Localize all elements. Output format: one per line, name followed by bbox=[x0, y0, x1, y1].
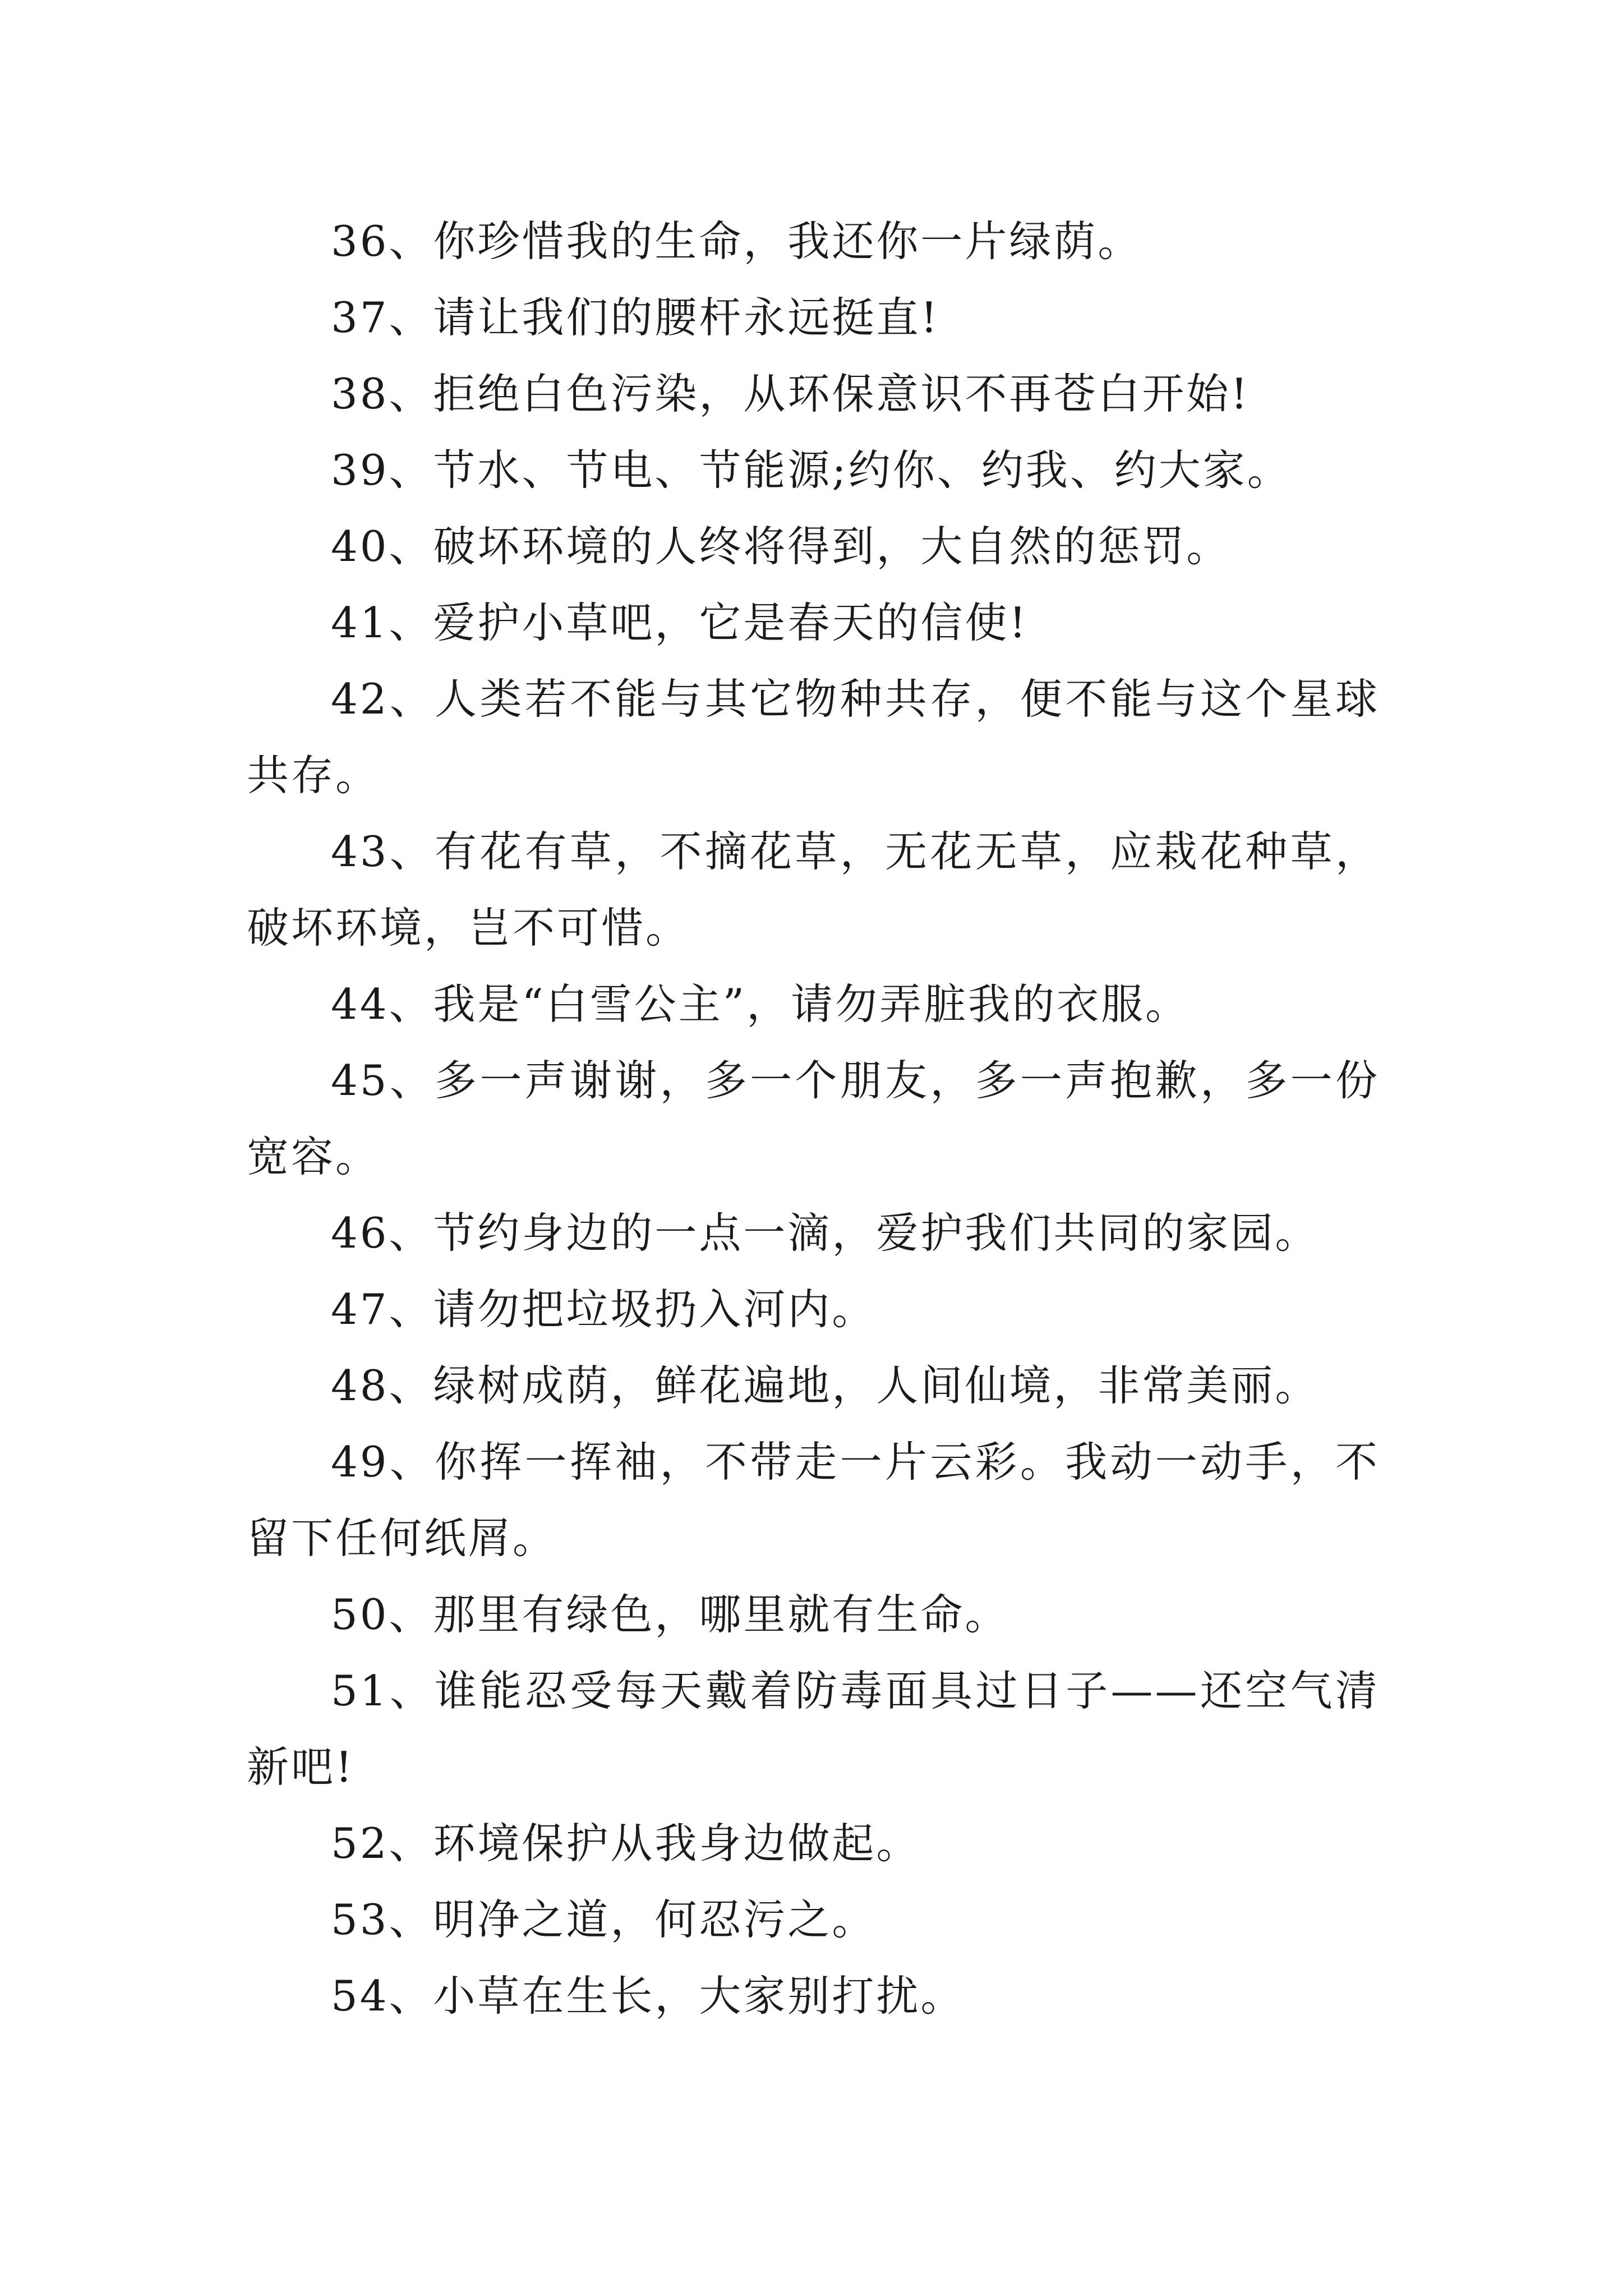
list-item: 47、请勿把垃圾扔入河内。 bbox=[331, 1285, 877, 1334]
list-item: 42、人类若不能与其它物种共存，便不能与这个星球共存。 bbox=[247, 674, 1380, 800]
list-item: 43、有花有草，不摘花草，无花无草，应栽花种草，破坏环境，岂不可惜。 bbox=[247, 827, 1380, 953]
list-item: 36、你珍惜我的生命，我还你一片绿荫。 bbox=[331, 217, 1142, 266]
list-item: 46、节约身边的一点一滴，爱护我们共同的家园。 bbox=[331, 1208, 1320, 1258]
list-item: 50、那里有绿色，哪里就有生命。 bbox=[331, 1590, 1009, 1639]
list-item: 41、爱护小草吧，它是春天的信使! bbox=[331, 598, 1029, 647]
slogan-list bbox=[247, 203, 1380, 2034]
list-item: 53、明净之道，何忍污之。 bbox=[331, 1895, 877, 1944]
list-item: 45、多一声谢谢，多一个朋友，多一声抱歉，多一份宽容。 bbox=[247, 1056, 1380, 1181]
list-item: 40、破坏环境的人终将得到，大自然的惩罚。 bbox=[331, 522, 1231, 571]
list-item: 52、环境保护从我身边做起。 bbox=[331, 1819, 921, 1868]
list-item: 37、请让我们的腰杆永远挺直! bbox=[331, 293, 940, 342]
list-item: 54、小草在生长，大家别打扰。 bbox=[331, 1971, 965, 2021]
list-item: 48、绿树成荫，鲜花遍地，人间仙境，非常美丽。 bbox=[331, 1361, 1320, 1410]
list-item: 49、你挥一挥袖，不带走一片云彩。我动一动手，不留下任何纸屑。 bbox=[247, 1437, 1380, 1563]
list-item: 51、谁能忍受每天戴着防毒面具过日子——还空气清新吧! bbox=[247, 1666, 1380, 1792]
list-item: 39、节水、节电、节能源;约你、约我、约大家。 bbox=[331, 445, 1292, 495]
list-item: 44、我是“白雪公主”，请勿弄脏我的衣服。 bbox=[331, 979, 1190, 1029]
list-item: 38、拒绝白色污染，从环保意识不再苍白开始! bbox=[331, 369, 1250, 418]
